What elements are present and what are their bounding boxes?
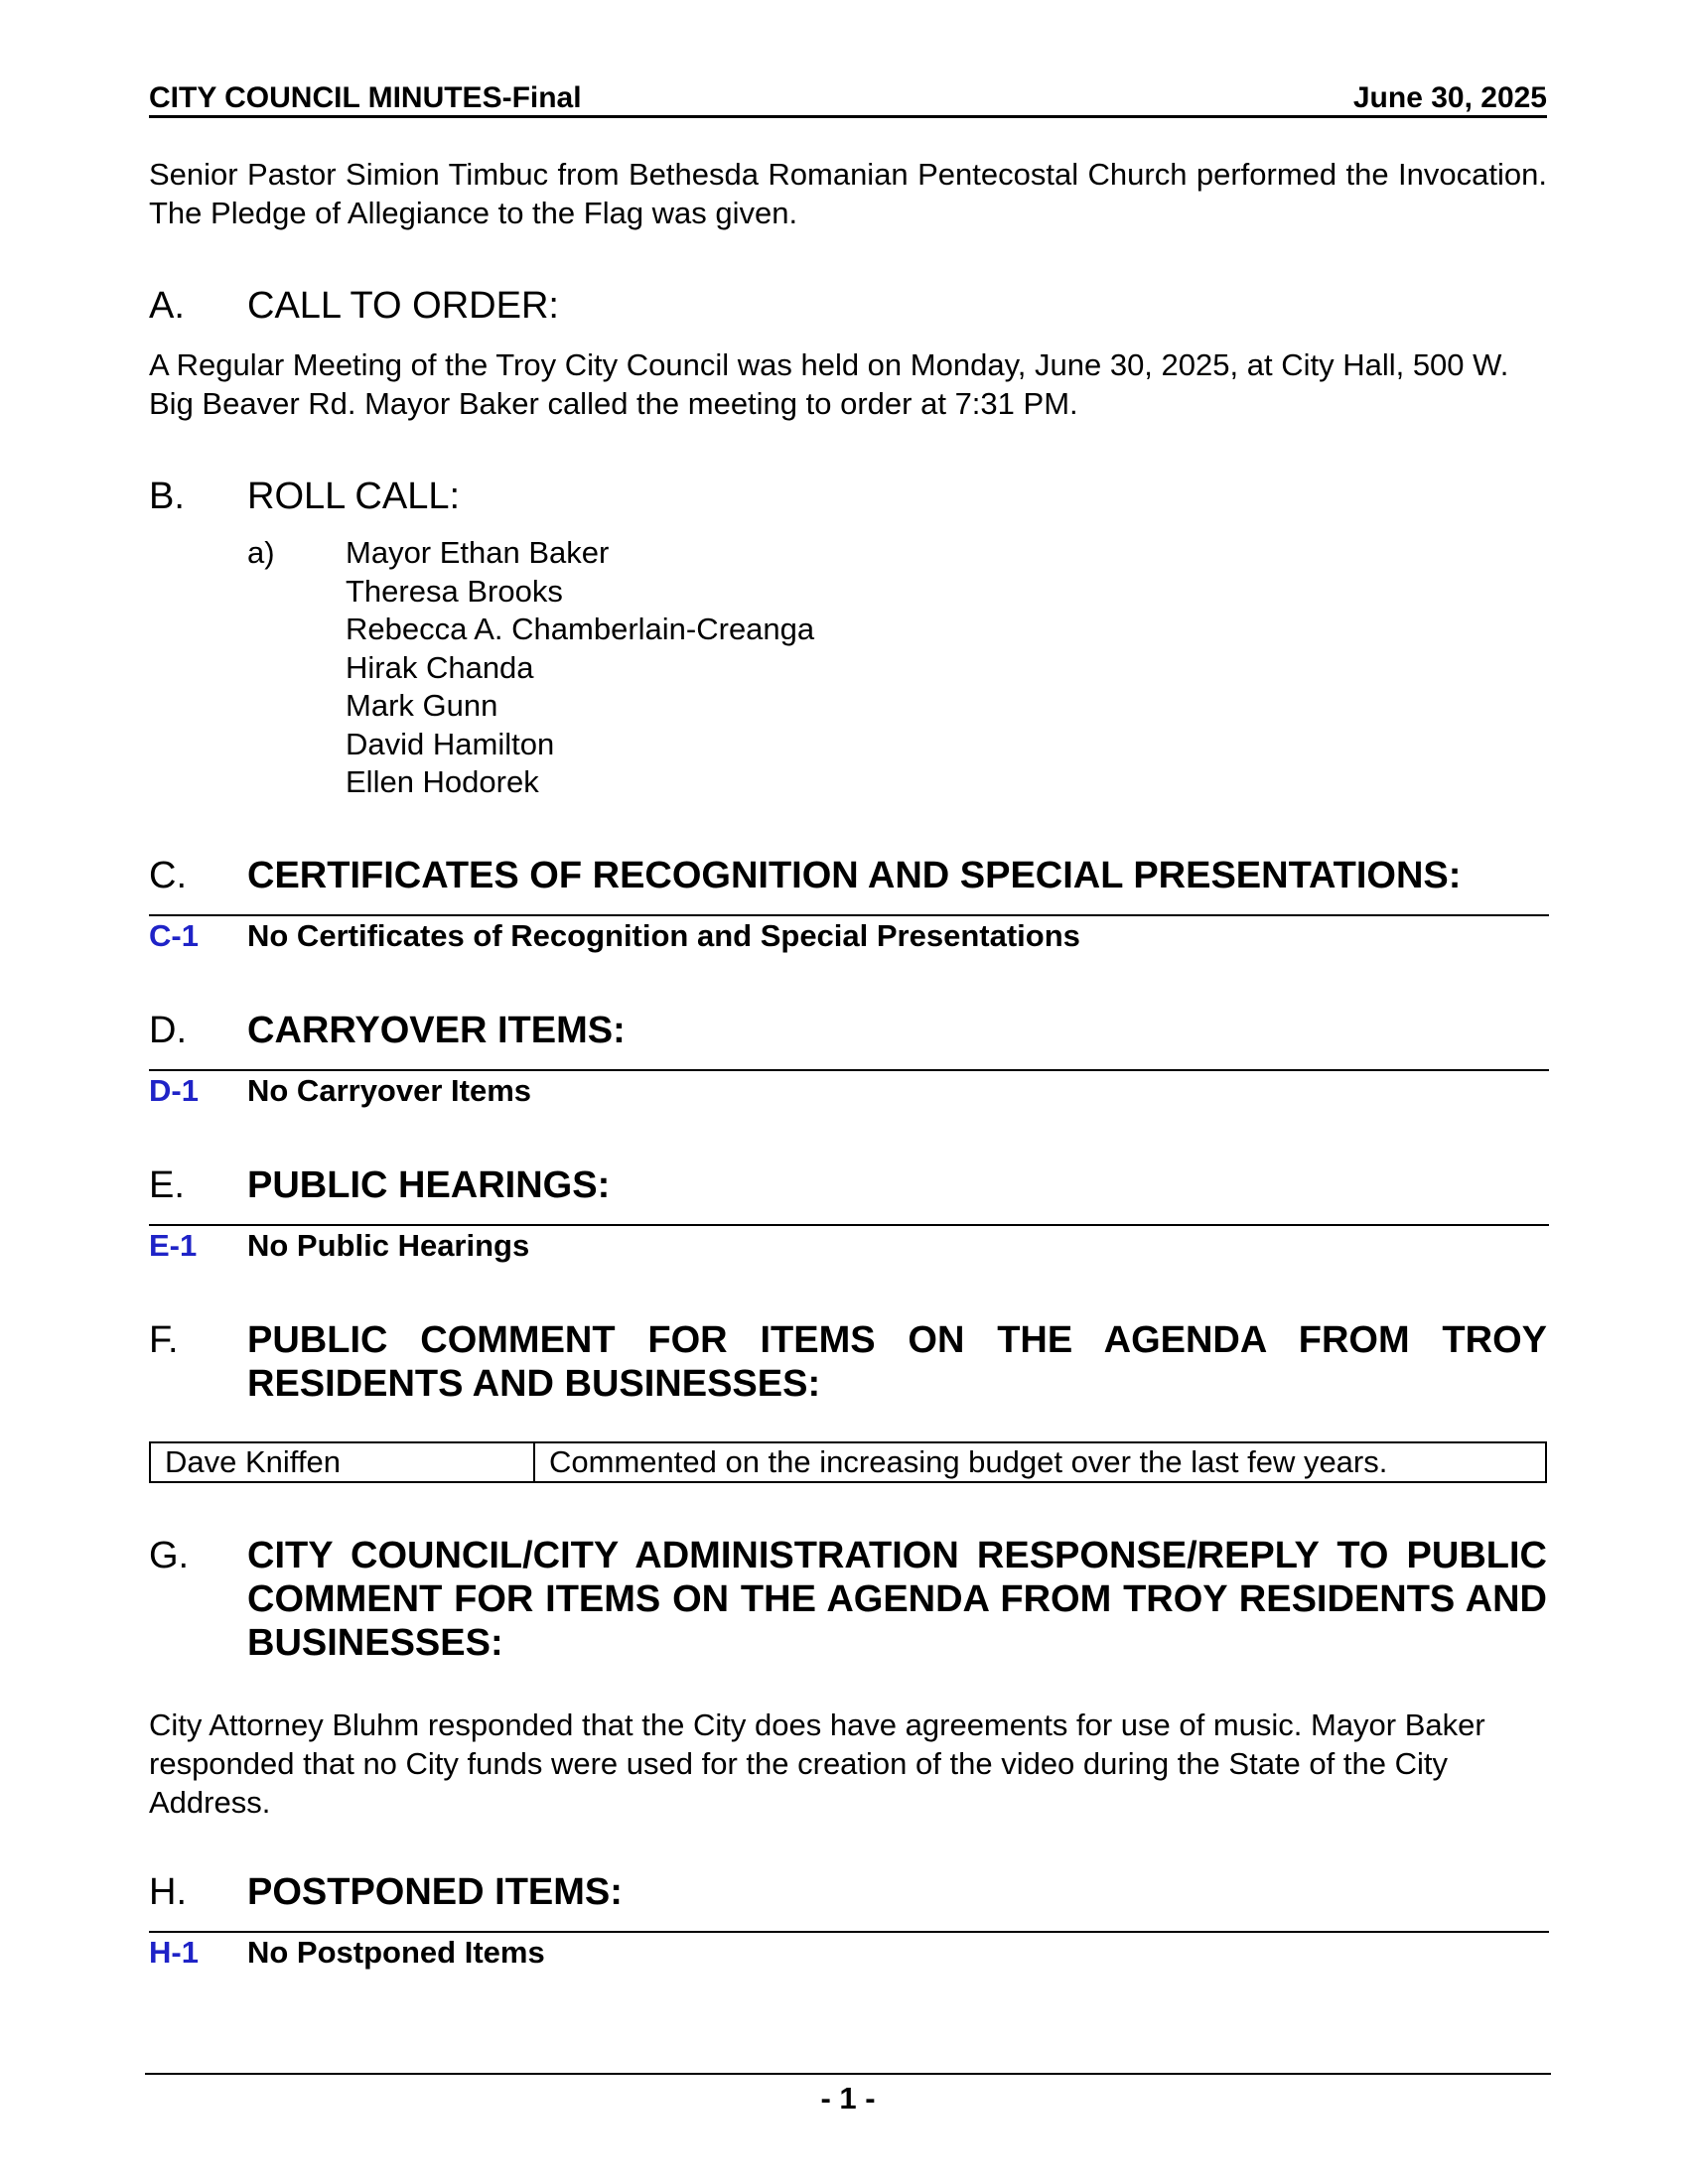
section-letter: G. [149, 1535, 190, 1576]
section-divider [149, 1224, 1549, 1226]
item-label: No Public Hearings [247, 1228, 530, 1263]
response-paragraph: City Attorney Bluhm responded that the City does have agreements for use of music. Mayor Baker responded that no City funds were used for the creation of the video during the State of the City Address. [149, 1707, 1485, 1820]
page-number: - 1 - [820, 2081, 876, 2116]
section-letter: H. [149, 1871, 187, 1913]
comment-text: Commented on the increasing budget over the last few years. [534, 1442, 1546, 1482]
section-divider [149, 1931, 1549, 1933]
item-label: No Carryover Items [247, 1073, 532, 1108]
item-label: No Certificates of Recognition and Special Presentations [247, 918, 1080, 953]
document-title: CITY COUNCIL MINUTES-Final [149, 81, 582, 114]
section-letter: F. [149, 1319, 179, 1361]
section-letter: E. [149, 1164, 185, 1206]
commenter-name: Dave Kniffen [150, 1442, 534, 1482]
item-label: No Postponed Items [247, 1935, 545, 1970]
roll-call-member: Mark Gunn [346, 688, 498, 723]
table-row [150, 1442, 1546, 1482]
item-code: H-1 [149, 1935, 199, 1970]
roll-call-member: Mayor Ethan Baker [346, 535, 610, 570]
document-page [149, 0, 1547, 2184]
roll-call-member: Rebecca A. Chamberlain-Creanga [346, 612, 815, 646]
section-letter: D. [149, 1010, 187, 1051]
section-title: PUBLIC COMMENT FOR ITEMS ON THE AGENDA FROM TROY RESIDENTS AND BUSINESSES: [247, 1319, 1547, 1405]
invocation-paragraph: Senior Pastor Simion Timbuc from Bethesda Romanian Pentecostal Church performed the Invocation. The Pledge of Allegiance to the Flag was given. [149, 157, 1547, 230]
section-letter: C. [149, 855, 187, 896]
item-code: C-1 [149, 918, 199, 953]
section-title: CITY COUNCIL/CITY ADMINISTRATION RESPONSE/REPLY TO PUBLIC COMMENT FOR ITEMS ON THE AGENDA FROM TROY RESIDENTS AND BUSINESSES: [247, 1535, 1547, 1664]
section-letter: A. [149, 285, 185, 327]
roll-call-member: Ellen Hodorek [346, 764, 539, 799]
call-to-order-paragraph: A Regular Meeting of the Troy City Council was held on Monday, June 30, 2025, at City Hall, 500 W. Big Beaver Rd. Mayor Baker called the meeting to order at 7:31 PM. [149, 347, 1509, 421]
section-title: PUBLIC HEARINGS: [247, 1164, 611, 1206]
section-letter: B. [149, 476, 185, 517]
section-title: CARRYOVER ITEMS: [247, 1010, 626, 1051]
section-divider [149, 914, 1549, 916]
roll-call-member: Hirak Chanda [346, 649, 534, 685]
section-title: POSTPONED ITEMS: [247, 1871, 623, 1913]
section-title: CALL TO ORDER: [247, 285, 559, 327]
section-divider [149, 1069, 1549, 1071]
page-header [149, 81, 1547, 118]
item-code: E-1 [149, 1228, 198, 1263]
section-title: CERTIFICATES OF RECOGNITION AND SPECIAL PRESENTATIONS: [247, 855, 1462, 896]
roll-call-member: Theresa Brooks [346, 573, 563, 609]
roll-call-marker: a) [247, 535, 275, 570]
item-code: D-1 [149, 1073, 199, 1108]
public-comment-table [149, 1441, 1547, 1483]
roll-call-member: David Hamilton [346, 726, 555, 761]
meeting-date: June 30, 2025 [1352, 81, 1547, 114]
section-title: ROLL CALL: [247, 476, 461, 517]
footer-divider [145, 2073, 1551, 2075]
